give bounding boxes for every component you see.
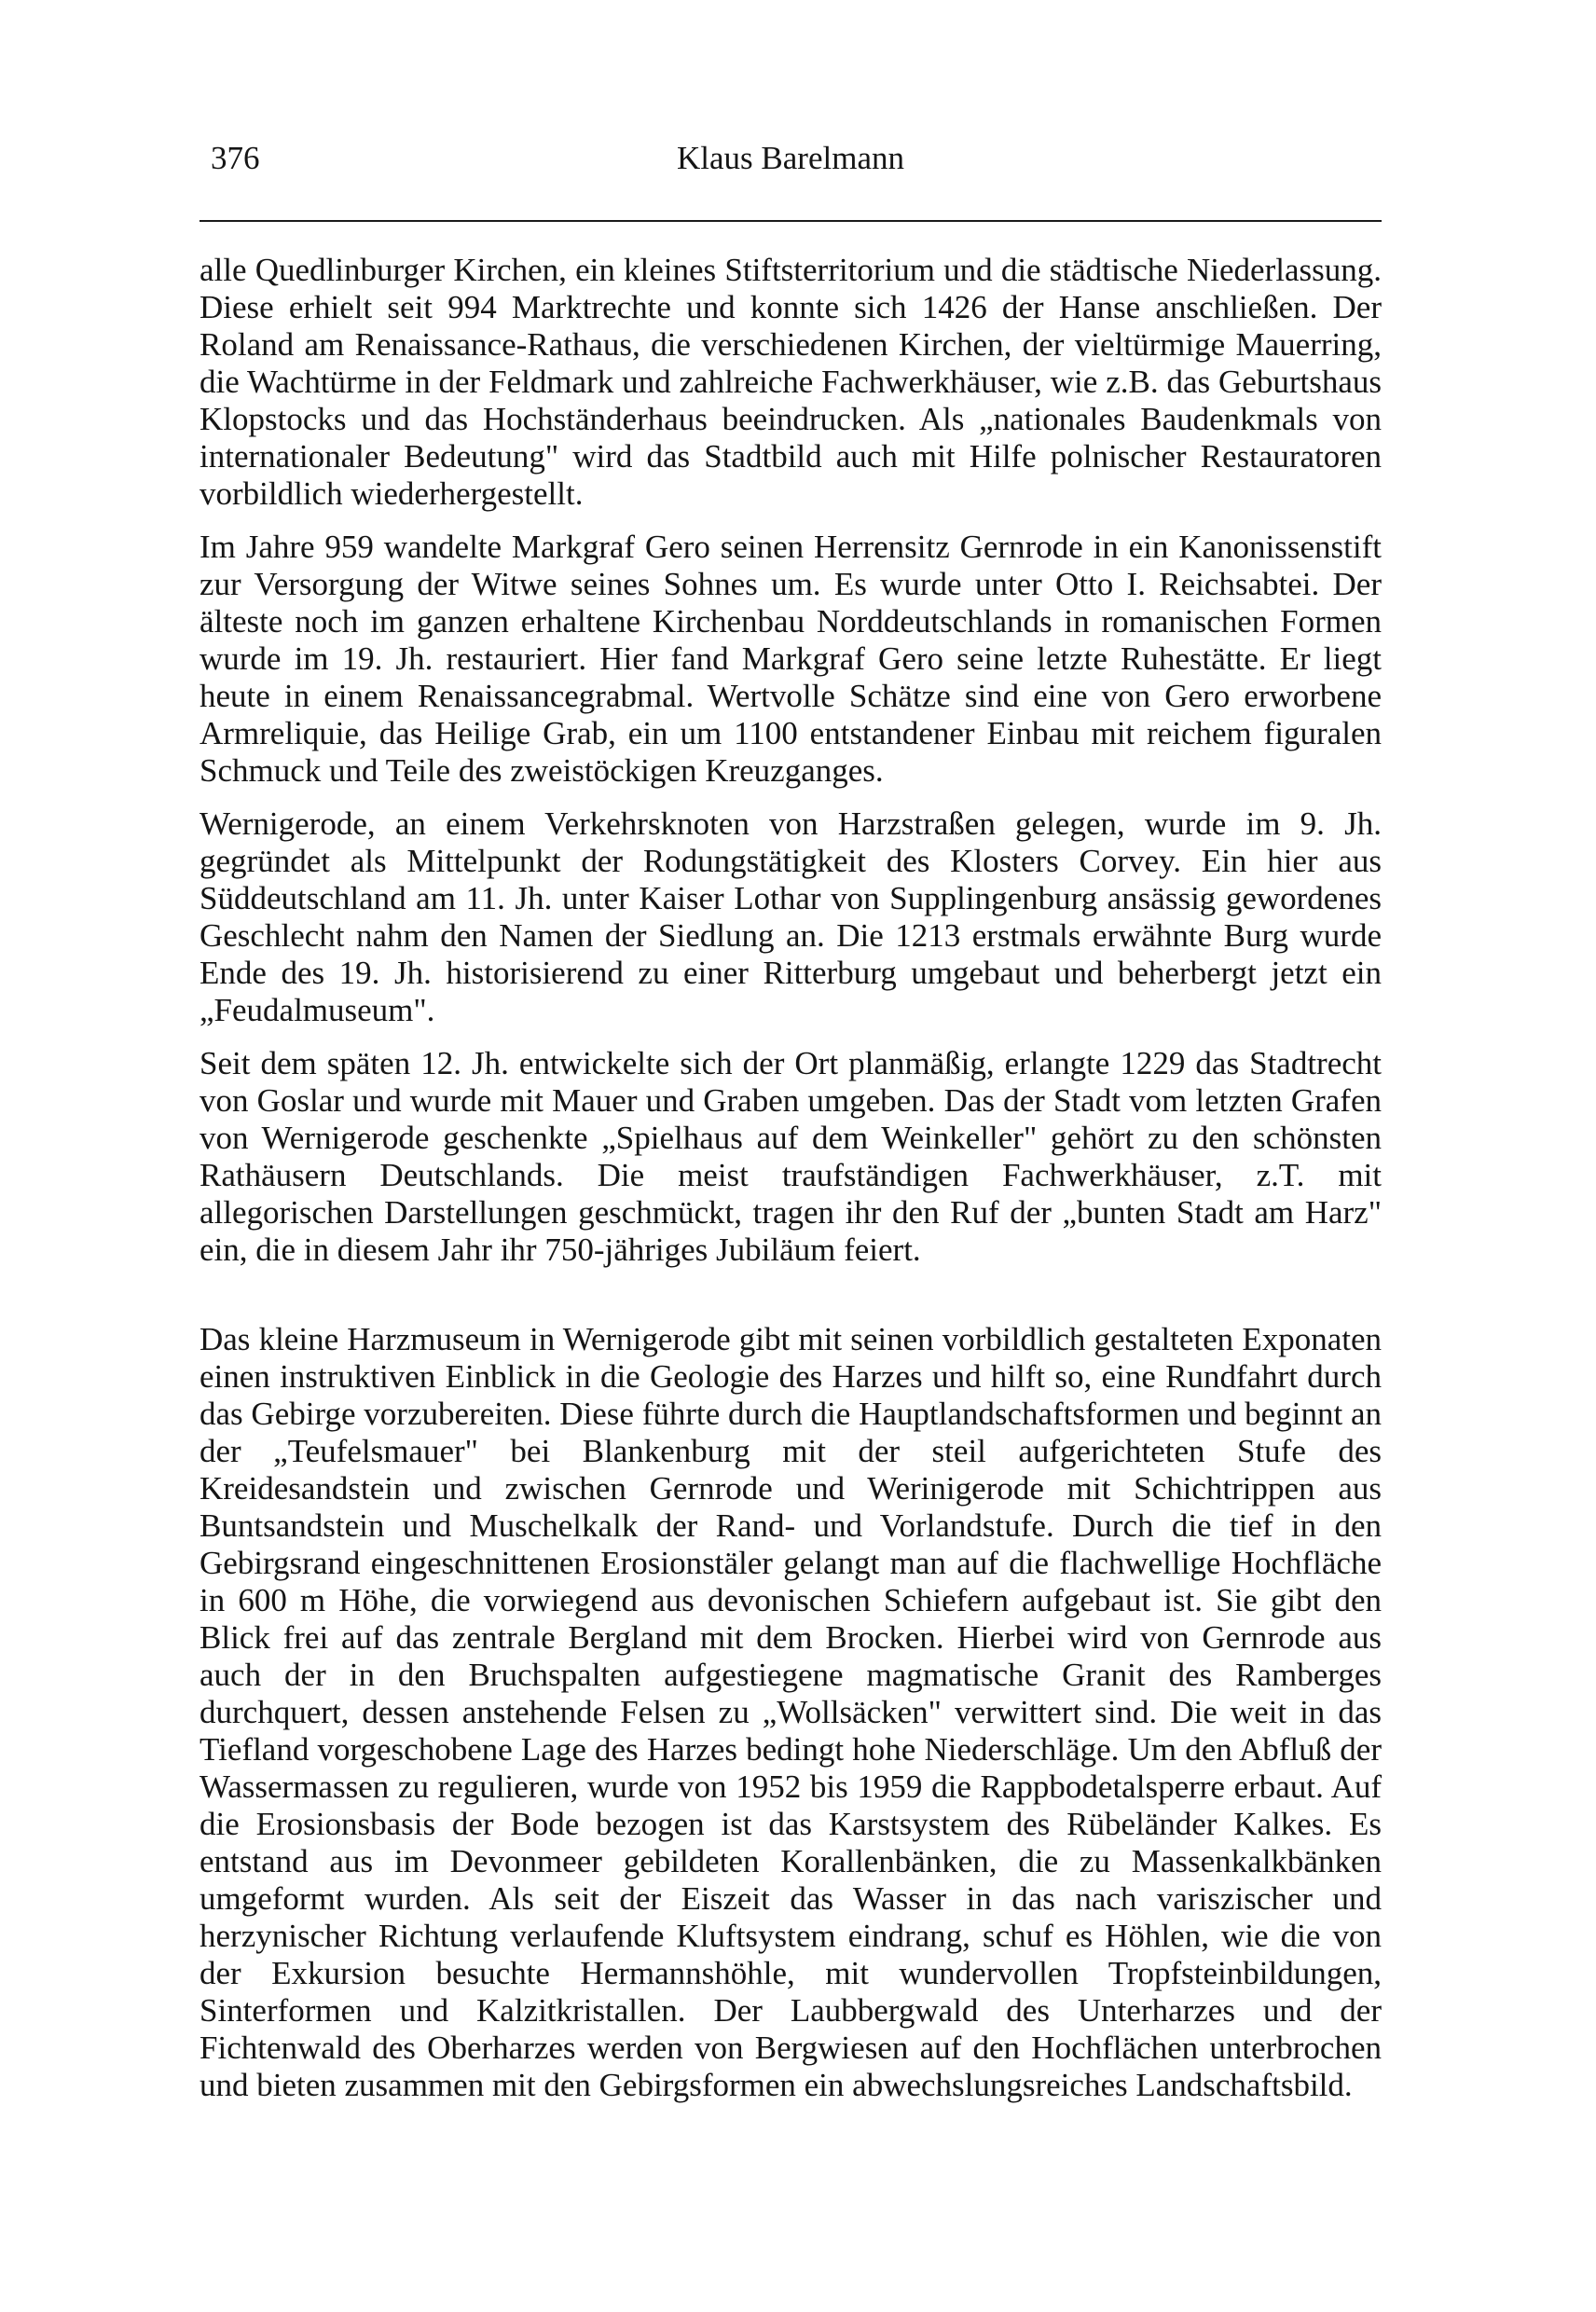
body-text — [200, 252, 1382, 2104]
paragraph-harzmuseum: Das kleine Harzmuseum in Wernigerode gibt mit seinen vorbildlich gestalteten Exponaten einen instruktiven Einblick in die Geologie des Harzes und hilft so, eine Rundfahrt durch das Gebirge vorzubereiten. Diese führte durch die Hauptlandschaftsformen und beginnt an der „Teufelsmauer" bei Blankenburg mit der steil aufgerichteten Stufe des Kreidesandstein und zwischen Gernrode und Werinigerode mit Schichtrippen aus Buntsandstein und Muschelkalk der Rand- und Vorlandstufe. Durch die tief in den Gebirgsrand eingeschnittenen Erosionstäler gelangt man auf die flachwellige Hochfläche in 600 m Höhe, die vorwiegend aus devonischen Schiefern aufgebaut ist. Sie gibt den Blick frei auf das zentrale Bergland mit dem Brocken. Hierbei wird von Gernrode aus auch der in den Bruchspalten aufgestiegene magmatische Granit des Ramberges durchquert, dessen anstehende Felsen zu „Wollsäcken" verwittert sind. Die weit in das Tiefland vorgeschobene Lage des Harzes bedingt hohe Niederschläge. Um den Abfluß der Wassermassen zu regulieren, wurde von 1952 bis 1959 die Rappbodetalsperre erbaut. Auf die Erosionsbasis der Bode bezogen ist das Karstsystem des Rübeländer Kalkes. Es entstand aus im Devonmeer gebildeten Korallenbänken, die zu Massenkalkbänken umgeformt wurden. Als seit der Eiszeit das Wasser in das nach variszischer und herzynischer Richtung verlaufende Kluftsystem eindrang, schuf es Höhlen, wie die von der Exkursion besuchte Hermannshöhle, mit wundervollen Tropfsteinbildungen, Sinterformen und Kalzitkristallen. Der Laubbergwald des Unterharzes und der Fichtenwald des Oberharzes werden von Bergwiesen auf den Hochflächen unterbrochen und bieten zusammen mit den Gebirgsformen ein abwechslungsreiches Landschaftsbild. — [200, 1321, 1382, 2103]
paragraph-wernigerode-history: Wernigerode, an einem Verkehrsknoten von Harzstraßen gelegen, wurde im 9. Jh. gegründet als Mittelpunkt der Rodungstätigkeit des Klosters Corvey. Ein hier aus Süddeutschland am 11. Jh. unter Kaiser Lothar von Supplingenburg ansässig gewordenes Geschlecht nahm den Namen der Siedlung an. Die 1213 erstmals erwähnte Burg wurde Ende des 19. Jh. historisierend zu einer Ritterburg umgebaut und beherbergt jetzt ein „Feudalmuseum". — [200, 805, 1382, 1028]
header-rule — [200, 220, 1382, 222]
paragraph-quedlinburg: alle Quedlinburger Kirchen, ein kleines Stiftsterritorium und die städtische Niederlassung. Diese erhielt seit 994 Marktrechte und konnte sich 1426 der Hanse anschließen. Der Roland am Renaissance-Rathaus, die verschiedenen Kirchen, der vieltürmige Mauerring, die Wachtürme in der Feldmark und zahlreiche Fachwerkhäuser, wie z.B. das Geburtshaus Klopstocks und das Hochständerhaus beeindrucken. Als „nationales Baudenkmals von internationaler Bedeutung" wird das Stadtbild auch mit Hilfe polnischer Restauratoren vorbildlich wiederhergestellt. — [200, 252, 1382, 512]
running-head — [200, 131, 1382, 186]
paragraph-wernigerode-town: Seit dem späten 12. Jh. entwickelte sich der Ort planmäßig, erlangte 1229 das Stadtrecht von Goslar und wurde mit Mauer und Graben umgeben. Das der Stadt vom letzten Grafen von Wernigerode geschenkte „Spielhaus auf dem Weinkeller" gehört zu den schönsten Rathäusern Deutschlands. Die meist traufständigen Fachwerkhäuser, z.T. mit allegorischen Darstellungen geschmückt, tragen ihr den Ruf der „bunten Stadt am Harz" ein, die in diesem Jahr ihr 750-jähriges Jubiläum feiert. — [200, 1045, 1382, 1268]
paragraph-gernrode: Im Jahre 959 wandelte Markgraf Gero seinen Herrensitz Gernrode in ein Kanonissenstift zur Versorgung der Witwe seines Sohnes um. Es wurde unter Otto I. Reichsabtei. Der älteste noch im ganzen erhaltene Kirchenbau Norddeutschlands in romanischen Formen wurde im 19. Jh. restauriert. Hier fand Markgraf Gero seine letzte Ruhestätte. Er liegt heute in einem Renaissancegrabmal. Wertvolle Schätze sind eine von Gero erworbene Armreliquie, das Heilige Grab, ein um 1100 entstandener Einbau mit reichem figuralen Schmuck und Teile des zweistöckigen Kreuzganges. — [200, 529, 1382, 789]
running-title: Klaus Barelmann — [677, 140, 904, 176]
page-number: 376 — [211, 140, 260, 176]
